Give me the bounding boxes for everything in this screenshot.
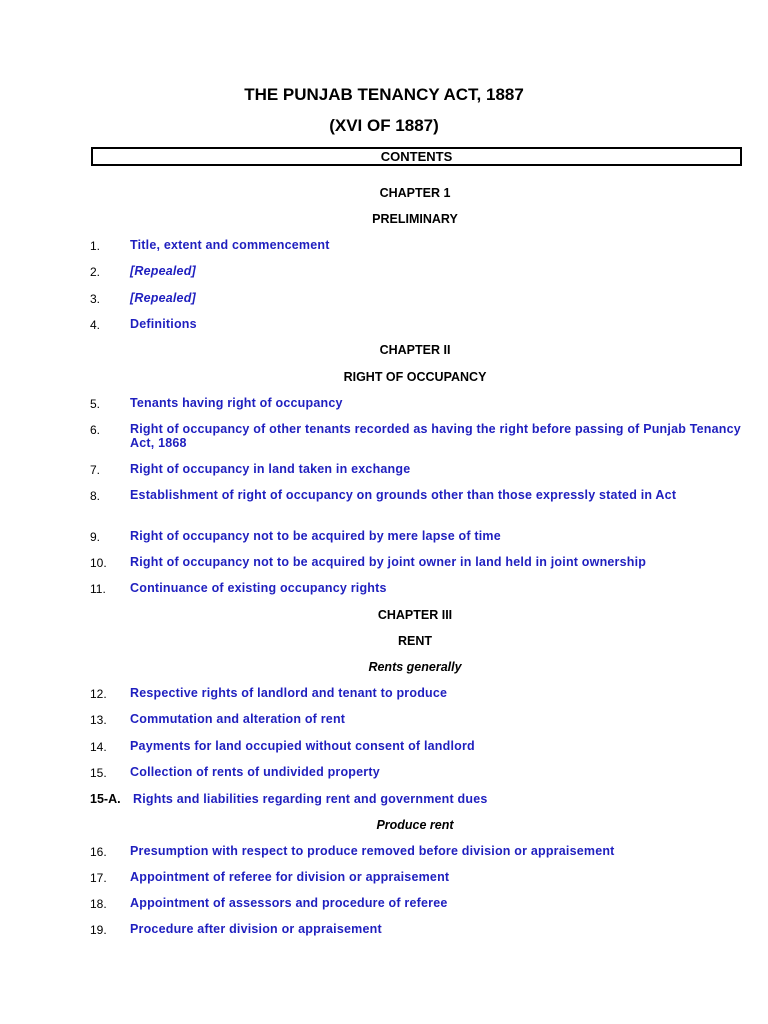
section-number: 14. [90,740,107,754]
section-link[interactable]: Right of occupancy not to be acquired by mere lapse of time [130,529,501,543]
section-link[interactable]: Appointment of referee for division or appraisement [130,870,450,884]
chapter-heading: CHAPTER III [377,608,453,622]
section-link[interactable]: Title, extent and commencement [130,238,330,252]
chapter-name: PRELIMINARY [372,212,458,226]
section-number: 18. [90,897,107,911]
section-link[interactable]: Payments for land occupied without consent of landlord [130,739,475,753]
chapter-name: RIGHT OF OCCUPANCY [343,370,487,384]
section-number: 9. [90,530,101,544]
section-number: 4. [90,318,101,332]
section-number: 6. [90,423,101,437]
section-link[interactable]: Establishment of right of occupancy on grounds other than those expressly stated in Act [130,488,677,502]
section-link[interactable]: Appointment of assessors and procedure of referee [130,896,448,910]
section-number: 5. [90,397,101,411]
section-link[interactable]: Right of occupancy in land taken in exchange [130,462,411,476]
section-number: 1. [90,239,101,253]
section-link[interactable]: [Repealed] [130,264,196,278]
section-number: 3. [90,292,101,306]
section-link[interactable]: Procedure after division or appraisement [130,922,382,936]
contents-heading: CONTENTS [91,147,742,166]
section-number: 17. [90,871,107,885]
section-link[interactable]: Rights and liabilities regarding rent and government dues [133,792,488,806]
subheading: Produce rent [376,818,454,832]
chapter-heading: CHAPTER 1 [379,186,451,200]
chapter-heading: CHAPTER II [379,343,451,357]
section-number: 2. [90,265,101,279]
document-title: THE PUNJAB TENANCY ACT, 1887 [244,85,524,104]
section-number: 13. [90,713,107,727]
section-link[interactable]: Continuance of existing occupancy rights [130,581,387,595]
section-number: 15. [90,766,107,780]
section-number: 15-A. [90,792,121,806]
section-link[interactable]: Presumption with respect to produce removed before division or appraisement [130,844,615,858]
section-link[interactable]: Right of occupancy not to be acquired by joint owner in land held in joint ownership [130,555,647,569]
section-number: 12. [90,687,107,701]
section-number: 16. [90,845,107,859]
section-number: 11. [90,582,106,596]
section-link[interactable]: Tenants having right of occupancy [130,396,343,410]
section-number: 7. [90,463,101,477]
section-link[interactable]: Respective rights of landlord and tenant to produce [130,686,448,700]
subheading: Rents generally [368,660,462,674]
section-number: 10. [90,556,107,570]
section-link[interactable]: Commutation and alteration of rent [130,712,346,726]
document-subtitle: (XVI OF 1887) [329,116,439,135]
section-link[interactable]: [Repealed] [130,291,196,305]
section-number: 8. [90,489,101,503]
section-link[interactable]: Collection of rents of undivided property [130,765,380,779]
section-link[interactable]: Right of occupancy of other tenants recorded as having the right before passing of Punjab Tenancy Act, 1868 [130,422,741,450]
section-link[interactable]: Definitions [130,317,197,331]
chapter-name: RENT [397,634,433,648]
section-number: 19. [90,923,107,937]
